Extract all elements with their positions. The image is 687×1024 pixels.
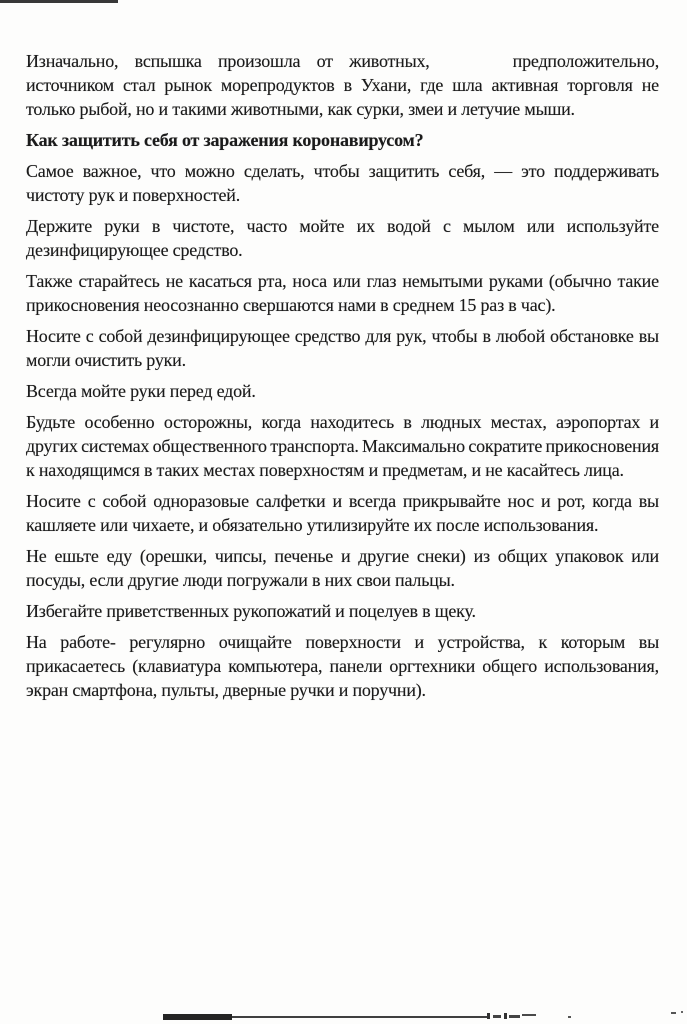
word: в <box>403 412 412 432</box>
word: морепродуктов <box>220 75 335 95</box>
text-line <box>26 214 659 238</box>
word: аэропортах <box>555 412 641 432</box>
text-line: к находящимся в таких местах поверхностям и предметам, и не касайтесь лица. <box>26 460 624 480</box>
word: руки <box>104 216 140 236</box>
paragraph-clean-work-surfaces <box>26 630 659 702</box>
word: чтобы <box>313 161 360 181</box>
word: не <box>641 75 659 95</box>
word: и <box>414 632 424 652</box>
word: вы <box>638 491 659 511</box>
scan-artifact-speck <box>681 1011 683 1013</box>
word: торговля <box>567 75 633 95</box>
word: такие <box>617 271 659 291</box>
word: источником <box>26 75 114 95</box>
word: часто <box>246 216 288 236</box>
text-line <box>26 73 659 97</box>
text-line: кашляете или чихаете, и обязательно утилизируйте их после использования. <box>26 515 599 535</box>
word: средство <box>294 326 361 346</box>
word: сократите <box>468 436 543 456</box>
scan-artifact-line-thick <box>163 1014 232 1020</box>
word: обстановке <box>550 326 634 346</box>
word: к <box>538 632 548 652</box>
word: еду <box>106 546 132 566</box>
word: Держите <box>26 216 93 236</box>
word: собой <box>98 326 143 346</box>
scan-artifact-tick <box>504 1013 507 1019</box>
word: важное, <box>82 161 142 181</box>
word: касаться <box>188 271 252 291</box>
text-line: только рыбой, но и такими животными, как сурки, змеи и летучие мыши. <box>26 99 575 119</box>
word: общих <box>497 546 548 566</box>
word: Ухани, <box>360 75 412 95</box>
word: ешьте <box>54 546 99 566</box>
word: регулярно <box>129 632 206 652</box>
document-text <box>26 49 659 709</box>
word: их <box>356 216 375 236</box>
word: оргтехники <box>389 656 476 676</box>
text-line <box>26 49 659 73</box>
scan-artifact-tick <box>509 1015 520 1018</box>
text-line <box>26 410 659 434</box>
word: старайтесь <box>78 271 160 291</box>
word: когда <box>261 412 301 432</box>
word: это <box>521 161 545 181</box>
text-line: экран смартфона, пульты, дверные ручки и поручни). <box>26 680 426 700</box>
scan-artifact-tick <box>493 1015 501 1018</box>
paragraph-wash-before-eating <box>26 379 659 403</box>
word: дезинфицирующее <box>147 326 290 346</box>
paragraph-outbreak-origin <box>26 49 659 121</box>
word: с <box>442 216 451 236</box>
word: (клавиатура <box>132 656 222 676</box>
word: находитесь <box>310 412 395 432</box>
word: нос <box>507 491 534 511</box>
word: другие <box>358 546 410 566</box>
paragraph-carry-sanitizer <box>26 324 659 372</box>
scan-artifact-tick <box>522 1014 536 1016</box>
word: (обычно <box>548 271 612 291</box>
word: собой <box>102 491 147 511</box>
section-heading: Как защитить себя от заражения коронавирусом? <box>26 130 424 150</box>
word: других <box>26 436 78 456</box>
text-line <box>26 269 659 293</box>
word: стал <box>122 75 156 95</box>
word: одноразовые <box>153 491 249 511</box>
word: рта, <box>257 271 287 291</box>
word: с <box>87 491 96 511</box>
word: любой <box>495 326 546 346</box>
paragraph-crowded-places <box>26 410 659 482</box>
word: чипсы, <box>214 546 267 566</box>
scan-artifact-speck <box>671 1012 676 1014</box>
word: Будьте <box>26 412 76 432</box>
word: На <box>26 632 47 652</box>
word: снеки) <box>416 546 466 566</box>
word: немытыми <box>402 271 483 291</box>
scan-artifact-speck <box>568 1016 571 1018</box>
word: шла <box>452 75 483 95</box>
word: Не <box>26 546 47 566</box>
text-line: Избегайте приветственных рукопожатий и поцелуев в щеку. <box>26 601 476 621</box>
word: Максимально <box>362 436 465 456</box>
text-line <box>26 324 659 348</box>
word: общественного <box>152 436 267 456</box>
word: и <box>540 491 551 511</box>
text-line: дезинфицирующее средство. <box>26 240 243 260</box>
word: всегда <box>348 491 396 511</box>
word: очищайте <box>218 632 292 652</box>
text-line: посуды, если другие люди погружали в них свои пальцы. <box>26 570 455 590</box>
word: рук, <box>396 326 427 346</box>
word: — <box>494 161 513 181</box>
text-line <box>26 654 659 678</box>
text-line <box>26 630 659 654</box>
text-line-segment: Изначально, вспышка произошла от животных, <box>26 51 430 71</box>
text-line <box>26 489 659 513</box>
text-line <box>26 159 659 183</box>
word: использования, <box>544 656 659 676</box>
word: салфетки <box>255 491 326 511</box>
word: для <box>365 326 392 346</box>
word: водой <box>387 216 431 236</box>
word: рот, <box>557 491 586 511</box>
word: общего <box>482 656 537 676</box>
word: транспорта. <box>270 436 359 456</box>
word: защитить <box>368 161 440 181</box>
word: руками <box>488 271 543 291</box>
scan-artifact-line-left <box>0 0 118 3</box>
word: прикасаетесь <box>26 656 126 676</box>
word: вы <box>638 632 659 652</box>
word: компьютера, <box>228 656 323 676</box>
text-line: чистоту рук и поверхностей. <box>26 185 241 205</box>
word: прикрывайте <box>402 491 501 511</box>
word: носа <box>292 271 327 291</box>
paragraph-dont-touch-face <box>26 269 659 317</box>
text-line <box>26 434 659 458</box>
word: прикосновения <box>545 436 659 456</box>
scan-artifact-tick <box>487 1013 490 1019</box>
word: в <box>343 75 352 95</box>
word: осторожны, <box>163 412 253 432</box>
paragraph-most-important <box>26 159 659 207</box>
word: в <box>151 216 161 236</box>
word: которым <box>560 632 626 652</box>
word: в <box>482 326 491 346</box>
paragraph-shared-food <box>26 544 659 592</box>
word: поддерживать <box>554 161 659 181</box>
word: системах <box>81 436 150 456</box>
word: упаковок <box>555 546 624 566</box>
word: устройства, <box>437 632 525 652</box>
word: что <box>150 161 176 181</box>
word: или <box>631 546 659 566</box>
word: себя, <box>448 161 486 181</box>
word: Носите <box>26 491 81 511</box>
word: из <box>473 546 490 566</box>
word: Также <box>26 271 73 291</box>
paragraph-keep-hands-clean <box>26 214 659 262</box>
word: глаз <box>366 271 397 291</box>
word: сделать, <box>243 161 305 181</box>
word: можно <box>184 161 235 181</box>
word: где <box>420 75 444 95</box>
word: местах, <box>490 412 547 432</box>
word: вы <box>638 326 659 346</box>
word: и <box>340 546 351 566</box>
word: когда <box>592 491 632 511</box>
word: Самое <box>26 161 74 181</box>
text-line <box>26 544 659 568</box>
word: активная <box>491 75 559 95</box>
word: мойте <box>299 216 345 236</box>
text-line-segment: предположительно, <box>512 51 659 71</box>
word: не <box>165 271 183 291</box>
word: панели <box>329 656 383 676</box>
paragraph-avoid-handshakes <box>26 599 659 623</box>
paragraph-disposable-wipes <box>26 489 659 537</box>
word: чтобы <box>431 326 478 346</box>
word: рынок <box>164 75 212 95</box>
word: чистоте, <box>172 216 235 236</box>
word: или <box>332 271 361 291</box>
word: печенье <box>274 546 334 566</box>
word: Носите <box>26 326 81 346</box>
text-line: прикосновения неосознанно свершаются нами в среднем 15 раз в час). <box>26 295 556 315</box>
word: или <box>526 216 555 236</box>
word: и <box>649 412 659 432</box>
word: особенно <box>84 412 155 432</box>
word: (орешки, <box>139 546 207 566</box>
word: поверхности <box>305 632 401 652</box>
word: мылом <box>463 216 515 236</box>
word: используйте <box>566 216 659 236</box>
text-line: Всегда мойте руки перед едой. <box>26 381 256 401</box>
word: с <box>85 326 94 346</box>
word: людных <box>421 412 482 432</box>
scan-artifact-line-long <box>232 1016 487 1018</box>
word: и <box>332 491 342 511</box>
word: работе- <box>60 632 116 652</box>
text-line: могли очистить руки. <box>26 350 186 370</box>
